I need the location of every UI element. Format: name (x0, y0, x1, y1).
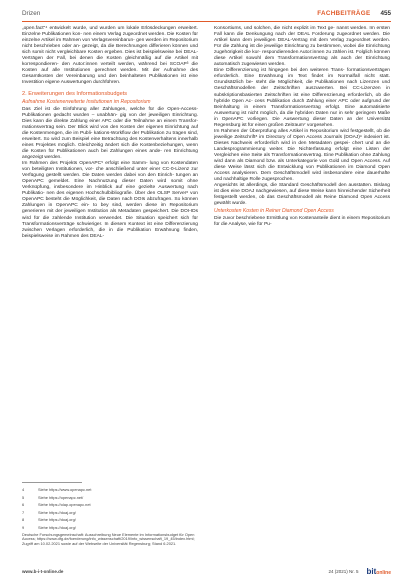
footnote: 7 Siehe https://doaj.org/ (22, 509, 76, 515)
paragraph: Im Rahmen der Überprüfung alles Artikel in Repositorium wird festgestellt, ob die jeweilige Zeitschrift⁸ im Directory of Open Access Journals (DOAJ)⁹ indexiert ist. Dieses Nachweis erforderlich wird in den Metadaten gespei- chert und an die Landesprogrammierung weiter. Die Nichterfassung erfolgt eine Listen der Vergleichen eine Seite als Transformationsvertrag. Eine Publikation ohne Zahlung wird dann als Diamond bzw. als Unterkategorie von Gold und Open Access. Auf diese Weise lässt sich die Entwicklung von Publikationen im Diamond Open Access analysieren. Dem Geschäftsmodell wird insbesondere eine dauerhafte und nachhaltige Rolle zugesprochen. (214, 128, 390, 183)
paragraph: Das Ziel ist die Einführung aller Zahlungen, welche für die Open-Access-Publikationen gedacht wurden – unabhän- gig von der jeweiligen Einrichtung. Dies kann die direkte Zahlung einer APC oder die Teilnahme an einem Transfor- mationsvertrag sein. Der Blick wird von den Kosten der eigenen Einrichtung auf die Kostenmengen, die im Publi- kations-Workflow der Publikation zu tragen sind, erweitert. So wird zum Beispiel eine Betrachtung des Kostenverhaltens innerhalb eines Projektes möglich. Gleichzeitig ändert sich die Kostenbeziehungen, wenn die Kosten für Publikationen auch bei Zahlungen eines ande- ren Einrichtung angezeigt werden. (22, 106, 198, 161)
section-heading: 2. Erweiterungen des Informationsbudgets (22, 91, 128, 98)
paragraph: „open.fact"⁴ entwickelt wurde, und wurden um lokale Erlösdeckungen erweitert. Einzelne Publikationen kon- nen einem Verlag zugeordnet werden. Die Kosten für einzelne Artikel im Rahmen von Verlagsvereinbarun- gen werden im Repositorium nicht beschrieben oder an- gezeigt, da die Berechnungen differieren können und sich somit nicht vergleichbare Kosten ergeben. Dies ist beispielsweise bei DEAL-Verträgen der Fall, bei denen die Kosten gleichmäßig auf die Artikel mit korrespondieren- den Autor:innen verteilt werden, während bei SCOAP³ die Kosten auf alle Institutionen gerechnet werden. Mit der Aufnahme des Gesamtkosten der Vereinbarung und den beinhalteten Publikationen ist eine Investition eigene Auswertungen durchführen. (22, 26, 198, 86)
page-footer (22, 566, 391, 576)
paragraph: Im Rahmen des Projekts OpenAPC⁵ erfolgt eine Samm- lung von Kostendaten von beteiligten Institutionen, vor- che anschließend unter einer CC-0-Lizenz zur Verfügung gestellt werden. Die Daten werden dabei von den Einrich- tungen an OpenAPC gemeldet. Eine Nachnutzung dieser Daten wird somit ohne Verknüpfung, insbesondere im Hinblick auf eine gezielte Auswertung nach Publikatio- nen des eigenen Hochschulbibliografie. Über den OLSP Server⁶ von OpenAPC besteht die Möglichkeit, die Daten nach DOIs abzufragen. So können Zahlungen in OpenAPC ein- to bey sind, werden diese im Repositorium generieren mit der jeweiligen Institution als Metadaten gespeichert. Die DOI-IDs wird für die zahlende Institution verwendet. Die Situation speichert sich für Transformationsverträge schwieriger. In diesem Kontext ist eine Differenzierung zwischen Verlagen erforderlich, die in die Publikation Erwähnung finden, beispielsweise im Rahmen des DEAL- (22, 161, 198, 239)
footer-right (328, 567, 391, 576)
footnote: 4 Siehe https://www.openapc.net (22, 487, 92, 492)
paragraph: Die zuvor beschriebene Ermittlung von Kostenanteile dient in einem Repositorium für die Analyse, wie für Pu- (214, 215, 390, 227)
footnote-link[interactable]: Siehe https://doaj.org/ (38, 517, 76, 523)
paragraph: Konsortiums, und solchen, die nicht explizit im Text ge- nannt werden. Im ersten Fall kann die Denkungung nach der DEAL Forderung zugeordnet werden. Die Artikel kann dem jeweiligen DEAL-Vertrag mit dem Verlag zugeordnet werden. Für die Zahlung ist die jeweilige Einrichtung zu bestimmen, wobei die Einrichtung zugehörigkeit die kor- respondierenden Autor:innen zu zählen ist. Folglich können diese Artikel sowohl dem Transformationsvertrag als auch der Einrichtung automatisch zugewiesen werden. (214, 26, 390, 68)
footnote-link[interactable]: Siehe https://doaj.org/ (38, 524, 76, 530)
footnote: 6 Siehe https://olap.openapc.net (22, 502, 91, 508)
page-header (22, 6, 391, 20)
website-link[interactable]: www.b-i-t-online.de (22, 568, 64, 574)
footnote-rule (22, 482, 82, 483)
right-column (214, 26, 390, 228)
footnote-link[interactable]: Siehe https://openapc.net/ (38, 494, 84, 500)
bit-online-logo: bit online (366, 566, 391, 576)
footnote: 8 Siehe https://doaj.org/ (22, 517, 76, 523)
header-right (317, 10, 391, 17)
footnote-link[interactable]: Siehe https://doaj.org/ (38, 509, 76, 515)
subsection-heading: Aufnahme Kostenerweiterte Insitutionen im Repositorium (22, 99, 151, 106)
footnote: 5 Siehe https://openapc.net/ (22, 494, 84, 500)
section-label: FACHBEITRÄGE (317, 9, 371, 17)
footnote-link[interactable]: Siehe https://www.openapc.net (38, 487, 92, 492)
paragraph: Eine Differenzierung ist hingegen bei den weiteren Trans- formationsverträgen erforderlich. Eine Erwähnung im Text findet im Normalfall nicht statt. Grundsätzlich be- steht die Möglichkeit, die Publikationen nach Lizenzen und Geschäftsmodellen der Zeitschriften auszuwerten. Bei CC-Lizenzen in subskriptionsbasierten Zeitschriften ist eine Differenzierung erforderlich, ob die hybride Open Ac- cess Publikation durch Zahlung einer APC oder aufgrund der Beinhaltung in einem Transformationsvertrag erfolgt. Eine automatisierte Auswertung ist nicht möglich, da die hybriden Daten nur in sehr geringem Maße in OpenAPC vorliegen. Die Auswertung dieser Daten an der Universität Regensburg ist für einen großen Zeitraum⁷ vorgesehen. (214, 68, 390, 128)
footnote-link[interactable]: Siehe https://olap.openapc.net (38, 502, 91, 508)
paragraph: Angesichts ist allerdings, die Standard Geschäftsmodell den ausstatten. Bislang ist dies eine DOAJ nachgewiesen, auf diese Weise kann hinreichender Sicherheit festgestellt werden, ob das Geschäftsmodell als Reine Diamond Open Access gewählt wurde. (214, 183, 390, 207)
author-name: Drizen (22, 9, 41, 17)
header-rule (22, 21, 391, 22)
issue-label: 24 (2021) Nr. 5 (328, 568, 359, 574)
page-number: 455 (380, 9, 391, 17)
left-column (22, 26, 198, 240)
footnote-long: Deutsche Forschungsgemeinschaft: Ausschreibung Neue Elemente im Informationsbudget für Open Access; https://www.dfg.de/foerderung/info_wissenschaft/2019/info_wissenschaft_19_45/index.html; Zugriff am 10.02.2021 sowie auf der Webseite der Universität Regensburg; Stand 6.2021. (22, 532, 195, 547)
footnote: 9 Siehe https://doaj.org/ (22, 524, 76, 530)
footnotes (22, 486, 198, 547)
subsection-heading: Unterkosten Kosten in Reiner Diamond Open Access (214, 208, 334, 215)
